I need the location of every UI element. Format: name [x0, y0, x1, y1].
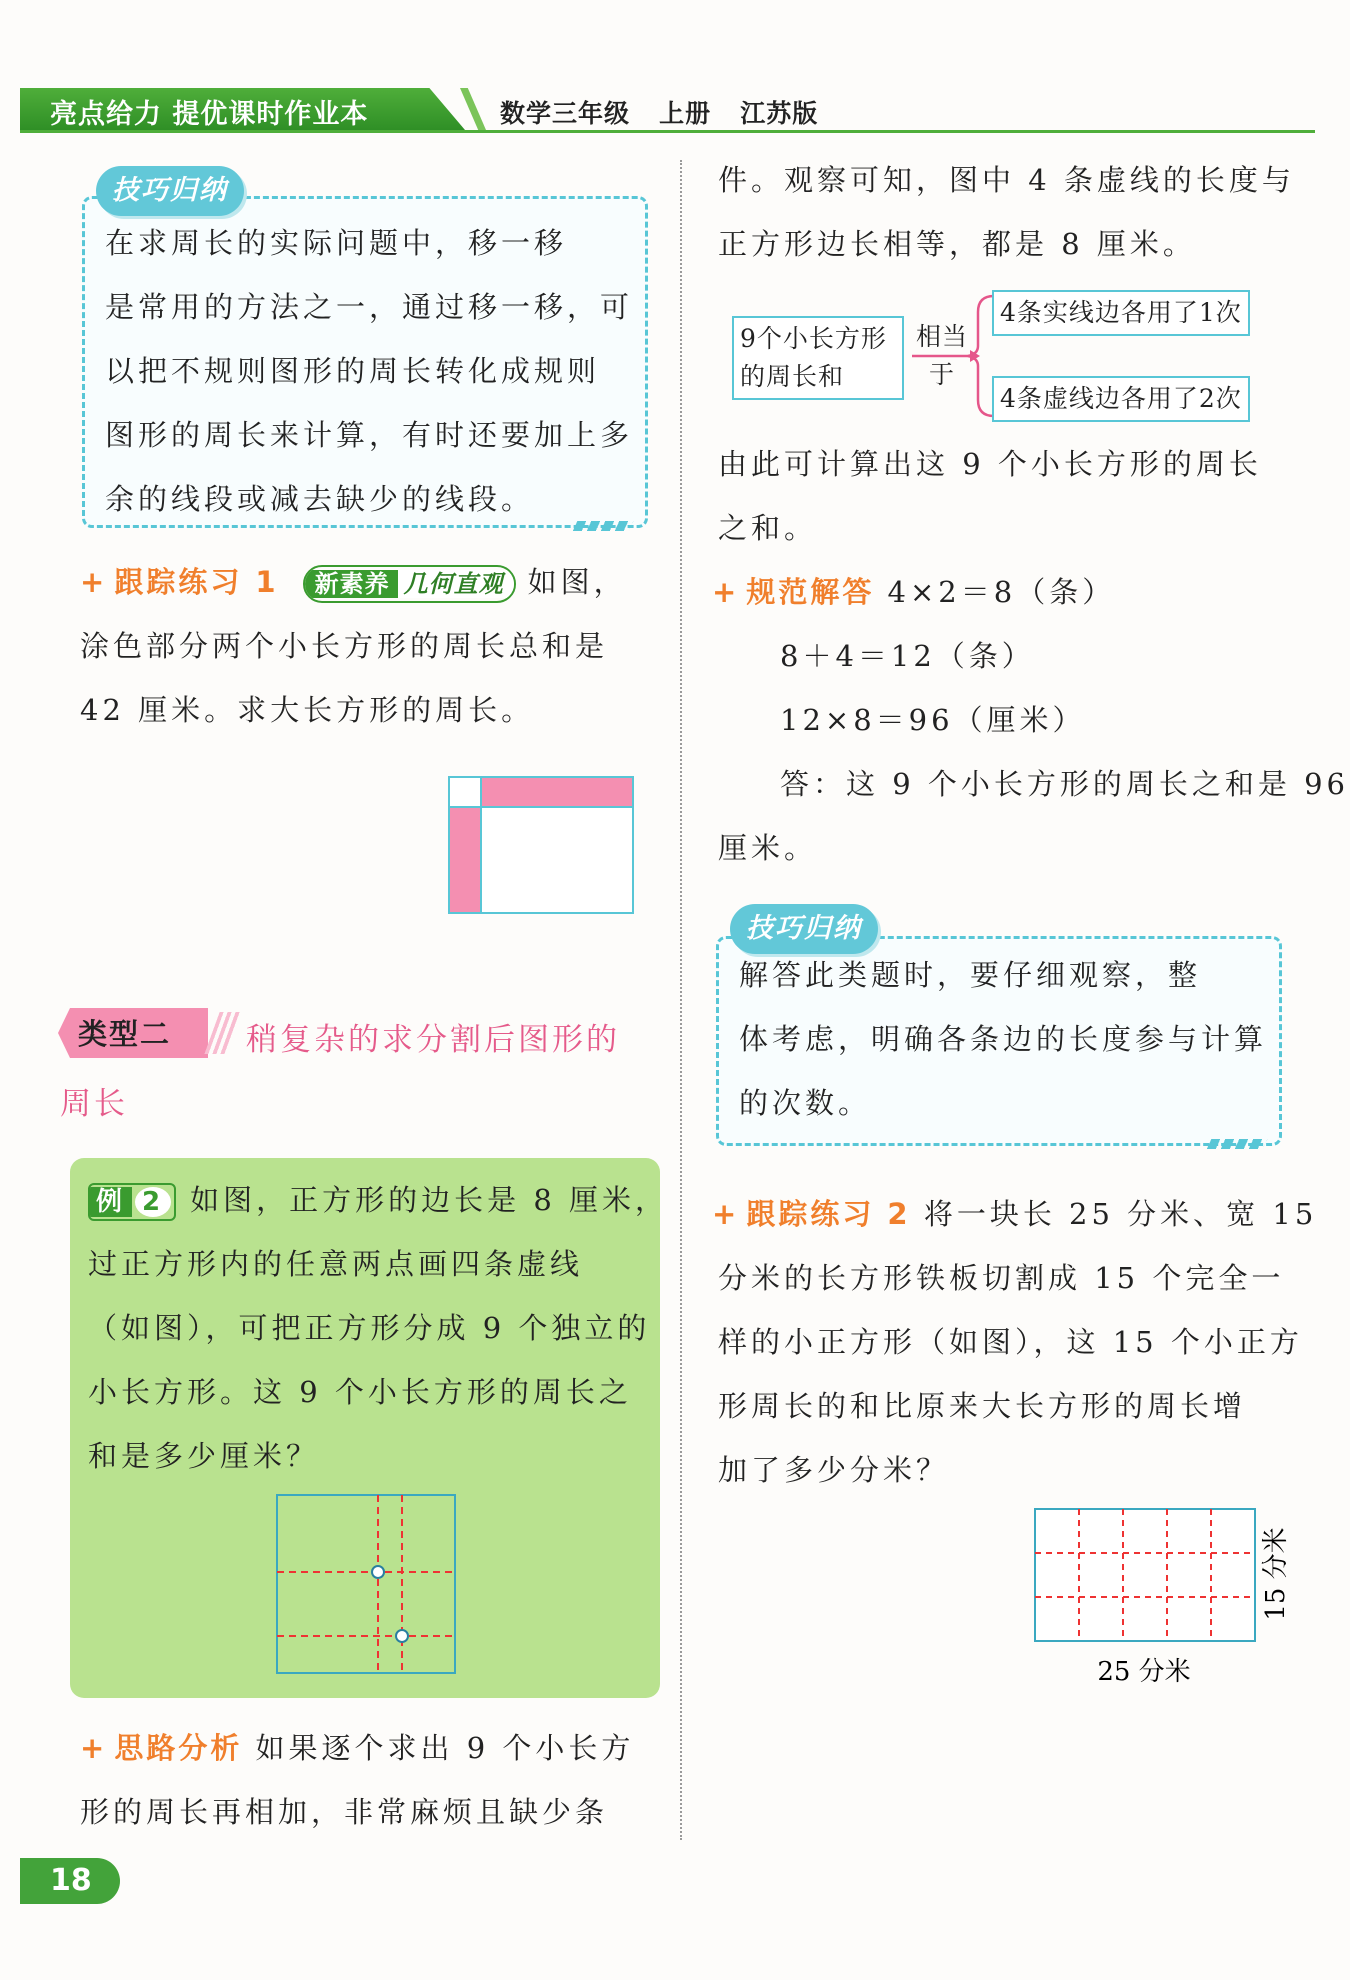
tip-box-2: [716, 936, 1282, 1146]
tip-1-label: 技巧归纳: [96, 166, 244, 216]
width-label: 25 分米: [1097, 1657, 1191, 1687]
flow-middle-line: 相当: [915, 322, 968, 351]
example-2-text: [88, 1168, 668, 1488]
analysis-label: 思路分析: [114, 1731, 243, 1765]
conclusion-line: 之和。: [718, 511, 818, 545]
exercise-2-label: 跟踪练习 2: [746, 1197, 911, 1231]
header-band-stripe: [460, 88, 486, 130]
iron-sheet-outline: [1035, 1509, 1255, 1641]
exercise-2: [712, 1182, 1318, 1502]
exercise-2-line: 形周长的和比原来大长方形的周长增: [718, 1389, 1247, 1423]
exercise-2-line: 样的小正方形（如图），这 15 个小正方: [718, 1325, 1303, 1359]
analysis: [80, 1716, 670, 1844]
tip-1-line: 在求周长的实际问题中，移一移: [105, 226, 568, 260]
conclusion-line: 由此可计算出这 9 个小长方形的周长: [718, 447, 1262, 481]
shaded-rectangle-top: [481, 777, 633, 807]
solution: [712, 560, 1350, 880]
exercise-2-heading: [712, 1182, 1318, 1246]
point-marker: [396, 1630, 408, 1642]
solution-line2: 8＋4＝12（条）: [780, 639, 1035, 673]
type-title-line2: 周长: [60, 1086, 128, 1122]
type-title-line1: 稍复杂的求分割后图形的: [246, 1022, 620, 1058]
badge-left: 新素养: [305, 570, 398, 598]
solution-line3: 12×8＝96（厘米）: [780, 703, 1086, 737]
solution-label: 规范解答: [746, 575, 875, 609]
header-edition: 江苏版: [740, 99, 819, 128]
shaded-rectangle-left: [449, 807, 481, 913]
corner-square: [449, 777, 481, 807]
exercise-1-line: 42 厘米。求大长方形的周长。: [80, 693, 535, 727]
tip-1-line: 余的线段或减去缺少的线段。: [105, 482, 535, 516]
example-2-box: [70, 1158, 668, 1698]
exercise-1-label: 跟踪练习 1: [114, 565, 279, 599]
flow-left-line: 9个小长方形: [740, 324, 887, 353]
plus-icon: +: [80, 1731, 109, 1765]
example-2-figure: [276, 1494, 458, 1676]
plus-icon: +: [712, 1197, 741, 1231]
example-label: 例: [90, 1187, 132, 1217]
tip-2-line: 解答此类题时，要仔细观察，整: [739, 958, 1202, 992]
tip-2-line: 的次数。: [739, 1086, 872, 1120]
analysis-cont-line: 正方形边长相等，都是 8 厘米。: [718, 227, 1196, 261]
exercise-1-line1-tail: 如图，: [527, 565, 627, 599]
plus-icon: +: [712, 575, 741, 609]
exercise-2-line: 分米的长方形铁板切割成 15 个完全一: [718, 1261, 1285, 1295]
solution-answer-line2: 厘米。: [718, 831, 818, 865]
example-2-line: 和是多少厘米？: [88, 1439, 320, 1473]
example-2-heading: [88, 1168, 668, 1232]
solution-answer-line1: 答：这 9 个小长方形的周长之和是 96: [780, 767, 1350, 801]
header-info: [500, 94, 818, 130]
exercise-1-figure: [448, 776, 638, 916]
header-rule: [20, 130, 1315, 133]
header-subject: 数学三年级: [500, 99, 631, 128]
tip-1-deco: [573, 521, 634, 531]
analysis-cont-line: 件。观察可知，图中 4 条虚线的长度与: [718, 163, 1295, 197]
example-number: 2: [135, 1187, 171, 1217]
height-label: 15 分米: [1261, 1527, 1291, 1621]
analysis-continued: [718, 148, 1308, 276]
square-outline: [277, 1495, 455, 1673]
tip-2-label: 技巧归纳: [730, 904, 878, 954]
exercise-2-figure: [1034, 1508, 1314, 1688]
tip-box-1: [82, 196, 648, 528]
example-2-line1-tail: 如图，正方形的边长是 8 厘米，: [190, 1183, 668, 1217]
type-tag-label: 类型二: [78, 1017, 172, 1051]
flow-middle-line: 于: [928, 360, 955, 389]
tip-1-line: 图形的周长来计算，有时还要加上多: [105, 418, 634, 452]
type-tag-stripes: [204, 1012, 241, 1054]
flow-left-line: 的周长和: [740, 362, 845, 391]
exercise-1: [80, 550, 670, 742]
exercise-2-line1-tail: 将一块长 25 分米、宽 15: [923, 1197, 1318, 1231]
literacy-badge: [303, 565, 516, 603]
example-2-line: （如图），可把正方形分成 9 个独立的: [88, 1311, 651, 1345]
exercise-1-line: 涂色部分两个小长方形的周长总和是: [80, 629, 609, 663]
exercise-1-heading: [80, 550, 670, 614]
tip-1-text: [105, 211, 633, 531]
tip-2-deco: [1207, 1139, 1268, 1149]
flow-top-box: 4条实线边各用了1次: [992, 290, 1250, 336]
column-divider: [680, 160, 682, 1840]
solution-heading: [712, 560, 1312, 624]
tip-1-line: 以把不规则图形的周长转化成规则: [105, 354, 601, 388]
plus-icon: +: [80, 565, 109, 599]
tip-1-line: 是常用的方法之一，通过移一移，可: [105, 290, 634, 324]
badge-right: 几何直观: [398, 570, 514, 598]
conclusion: [718, 432, 1308, 560]
tip-2-text: [739, 943, 1267, 1135]
header-brand: 亮点给力 提优课时作业本: [50, 99, 369, 130]
flow-left-box: [732, 316, 904, 400]
flow-bottom-box: 4条虚线边各用了2次: [992, 376, 1250, 422]
point-marker: [372, 1566, 384, 1578]
example-2-line: 小长方形。这 9 个小长方形的周长之: [88, 1375, 632, 1409]
solution-line1: 4×2＝8（条）: [887, 575, 1116, 609]
exercise-2-line: 加了多少分米？: [718, 1453, 950, 1487]
tip-2-line: 体考虑，明确各条边的长度参与计算: [739, 1022, 1268, 1056]
example-2-line: 过正方形内的任意两点画四条虚线: [88, 1247, 584, 1281]
analysis-line1-tail: 如果逐个求出 9 个小长方: [255, 1731, 635, 1765]
analysis-heading: [80, 1716, 670, 1780]
example-number-badge: [88, 1183, 176, 1221]
header-volume: 上册: [659, 99, 712, 128]
page-number: 18: [20, 1858, 120, 1904]
analysis-line: 形的周长再相加，非常麻烦且缺少条: [80, 1795, 609, 1829]
page-header: [20, 88, 1315, 134]
